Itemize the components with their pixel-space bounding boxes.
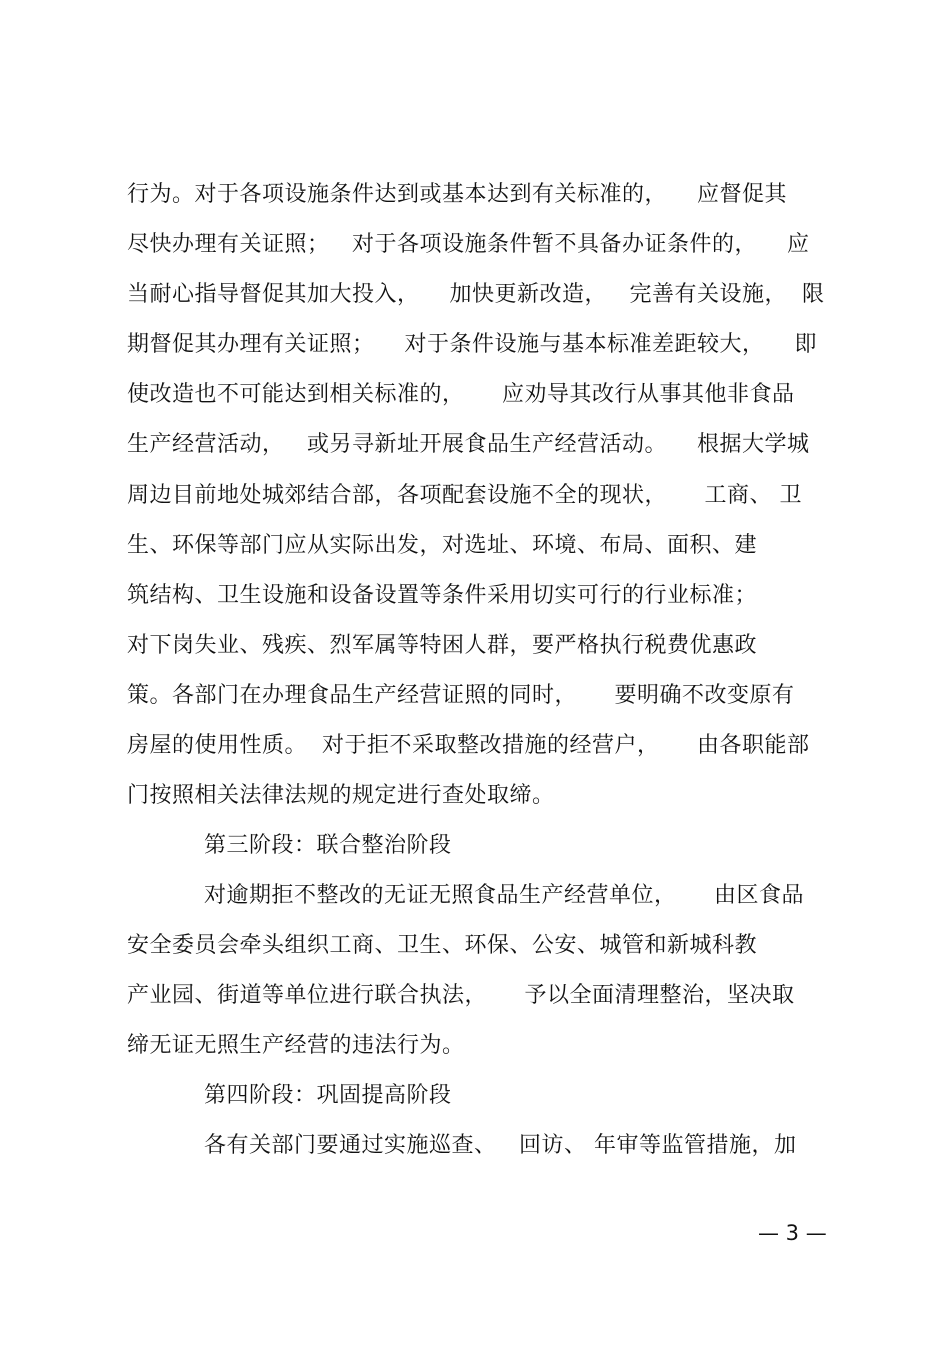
text-line-9: 筑结构、卫生设施和设备设置等条件采用切实可行的行业标准； — [127, 583, 758, 608]
section-heading-stage-3: 第三阶段：联合整治阶段 — [204, 833, 452, 858]
text-line-8: 生、环保等部门应从实际出发，对选址、环境、布局、面积、建 — [127, 533, 758, 558]
text-line-3: 当耐心指导督促其加大投入， 加快更新改造， 完善有关设施， 限 — [127, 282, 825, 307]
text-line-18: 缔无证无照生产经营的违法行为。 — [127, 1033, 465, 1058]
text-line-4: 期督促其办理有关证照； 对于条件设施与基本标准差距较大， 即 — [127, 332, 817, 357]
text-line-20: 各有关部门要通过实施巡查、 回访、 年审等监管措施，加 — [204, 1133, 797, 1158]
text-line-6: 生产经营活动， 或另寻新址开展食品生产经营活动。 根据大学城 — [127, 432, 810, 457]
section-heading-stage-4: 第四阶段：巩固提高阶段 — [204, 1083, 452, 1108]
text-line-5: 使改造也不可能达到相关标准的， 应劝导其改行从事其他非食品 — [127, 382, 795, 407]
text-line-1: 行为。对于各项设施条件达到或基本达到有关标准的， 应督促其 — [127, 182, 787, 207]
text-line-13: 门按照相关法律法规的规定进行查处取缔。 — [127, 783, 555, 808]
text-line-17: 产业园、街道等单位进行联合执法， 予以全面清理整治，坚决取 — [127, 983, 795, 1008]
text-line-2: 尽快办理有关证照； 对于各项设施条件暂不具备办证条件的， 应 — [127, 232, 810, 257]
text-line-10: 对下岗失业、残疾、烈军属等特困人群，要严格执行税费优惠政 — [127, 633, 758, 658]
page-number: — 3 — — [758, 1221, 827, 1245]
text-line-16: 安全委员会牵头组织工商、卫生、环保、公安、城管和新城科教 — [127, 933, 758, 958]
text-line-7: 周边目前地处城郊结合部，各项配套设施不全的现状， 工商、 卫 — [127, 483, 802, 508]
text-line-11: 策。各部门在办理食品生产经营证照的同时， 要明确不改变原有 — [127, 683, 795, 708]
text-line-15: 对逾期拒不整改的无证无照食品生产经营单位， 由区食品 — [204, 883, 804, 908]
text-line-12: 房屋的使用性质。 对于拒不采取整改措施的经营户， 由各职能部 — [127, 733, 810, 758]
